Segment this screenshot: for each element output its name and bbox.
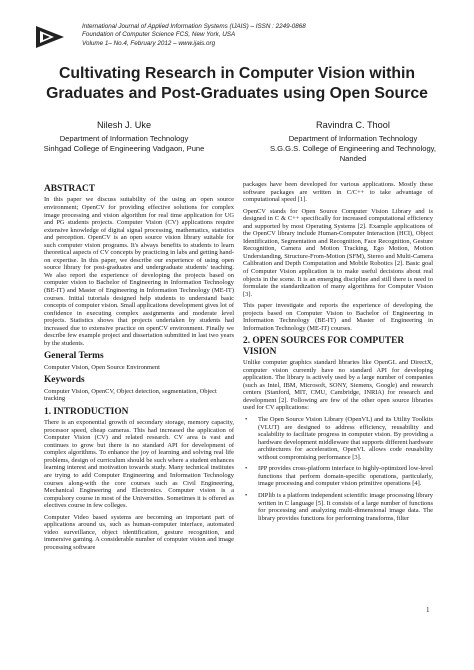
author-name: Nilesh J. Uke <box>96 120 152 130</box>
library-list <box>243 416 433 522</box>
title-line: Graduates and Post-Graduates using Open Source <box>46 85 428 102</box>
list-item: • DIPlib is a platform independent scientific image processing library written in C language [5]. It consists of a large number of functions for processing and analyzing multi-dimensional image data. The library provides functions for performing transforms, filter <box>243 492 433 522</box>
author-affiliation: Department of Information Technology <box>288 133 418 143</box>
abstract-heading: ABSTRACT <box>44 184 96 194</box>
introduction-heading: 1. INTRODUCTION <box>44 406 129 417</box>
body-paragraph: Unlike computer graphics standard libraries like OpenGL and DirectX, computer vision currently have no standard API for developing application. The library is actively used by a large number of companies (such as Intel, IBM, Microsoft, SONY, Siemens, Google) and research centers (Stanford, MIT, CMU, Cambridge, INRIA) for research and development [2]. Following are few of the other open source libraries used for CV applications: <box>243 359 433 412</box>
general-terms-text: Computer Vision, Open Source Environment <box>44 363 160 371</box>
paper-title <box>0 64 474 104</box>
body-paragraph: This paper investigate and reports the experience of developing the projects based on Computer Vision to Bachelor of Engineering in Information Technology (BE-IT) and Master of Engineering in Information Technology (ME-IT) courses. <box>243 302 433 332</box>
introduction-paragraph: Computer Video based systems are becoming an important part of applications around us, such as human-computer interface, automated video surveillance, object identification, gesture recognition, and immersive gaming. A considerable number of computer vision and image processing software <box>44 513 234 551</box>
author-block <box>243 120 463 165</box>
journal-header <box>82 23 306 48</box>
title-line: Cultivating Research in Computer Vision within <box>58 65 416 82</box>
section-2-heading: 2. OPEN SOURCES FOR COMPUTER VISION <box>243 336 405 357</box>
list-item: • The Open Source Vision Library (OpenVL) and its Utility Toolkits (VLUT) are designed to address efficiency, reusability and scalability to facilitate progress in computer vision. By providing a hardware development middleware that supports different hardware architectures for acceleration, OpenVL allows code reusability without compromising performance [3]. <box>243 416 433 461</box>
body-paragraph: OpenCV stands for Open Source Computer Vision Library and is designed in C & C++ specifically for increased computational efficiency and supported by most Operating Systems [2]. Example applications of the OpenCV library include Human-Computer Interaction (HCI), Object Identification, Segmentation and Recognition, Face Recognition, Gesture Recognition, Camera and Motion Tracking, Ego Motion, Motion Understanding, Structure-From-Motion (SFM), Stereo and Multi-Camera Calibration and Depth Computation and Mobile Robotics [2]. Basic goal of Computer Vision application is to make useful decisions about real objects in the scene. It is an emerging discipline and still there is need to formulate the standardization of many algorithms for Computer Vision [3]. <box>243 207 433 298</box>
keywords-text: Computer Vision, OpenCV, Object detection, segmentation, Object tracking <box>44 387 217 403</box>
right-column <box>243 181 433 526</box>
author-block <box>14 120 234 154</box>
journal-line: International Journal of Applied Information Systems (IJAIS) – ISSN : 2249-0868 <box>82 23 306 30</box>
author-affiliation: Nanded <box>339 154 367 164</box>
general-terms-heading: General Terms <box>44 351 104 362</box>
left-column <box>44 181 234 556</box>
keywords-heading: Keywords <box>44 375 85 386</box>
journal-line: Foundation of Computer Science FCS, New York, USA <box>82 31 236 39</box>
journal-logo <box>34 24 66 50</box>
abstract-text: In this paper we discuss suitability of the using an open source environment; OpenCV for providing effective solutions for complex image processing and vision algorithm for real time application for UG and PG students projects. Computer Vision (CV) applications require extensive knowledge of digital signal processing, mathematics, statistics and perception. OpenCV is an open source vision library suitable for such computer vision programs. It's always benefits to students to learn theoretical aspects of CV concepts by practicing in labs and getting hand-on expertise. In this paper, we describe our experience of using open source library for post-graduates and undergraduate students' teaching. We also report the experience of developing the projects based on computer vision to Bachelor of Engineering in Information Technology (BE-IT) and Master of Engineering in Information Technology (ME-IT) courses. Initial tutorials designed help students to understand basic concepts of computer vision. Small applications development gives lot of confidence in executing complex assignments and moderate level projects. Statistics shows that projects undertaken by students had increased due to extensive practice on openCV environment. Finally we describe few example project and dissertation submitted in last two years by the students. <box>44 196 234 347</box>
introduction-paragraph: There is an exponential growth of secondary storage, memory capacity, processor speed, cheap cameras. This had increased the application of Computer Vision (CV) and related research. CV area is vast and continues to grow but there is no standard API for development of complex algorithms. To enhance the joy of learning and solving real life problems, design of curriculum should be such where a student enhances learning interest and motivation towards study. Many technical institutes are trying to add Computer Engineering and Information Technology courses along-with the core courses such as Civil Engineering, Mechanical Engineering and Electronics. Computer vision is a compulsory course in most of the Universities. Sometimes it is offered as electives course in few colleges. <box>44 419 234 510</box>
author-affiliation: Sinhgad College of Engineering Vadgaon, Pune <box>43 143 205 153</box>
journal-line: Volume 1– No.4, February 2012 – www.ijais.org <box>82 39 216 47</box>
author-affiliation: Department of Information Technology <box>59 133 189 143</box>
author-name: Ravindra C. Thool <box>316 120 390 130</box>
body-paragraph: packages have been developed for various applications. Mostly these software packages are written in C/C++ to take advantage of computational speed [1]. <box>243 181 433 204</box>
list-item: • IPP provides cross-platform interface to highly-optimized low-level functions that perform domain-specific operations, particularly, image processing and computer vision primitive operations [4]. <box>243 465 433 488</box>
page-number: 1 <box>426 606 430 614</box>
author-affiliation: S.G.G.S. College of Engineering and Technology, <box>269 143 437 153</box>
